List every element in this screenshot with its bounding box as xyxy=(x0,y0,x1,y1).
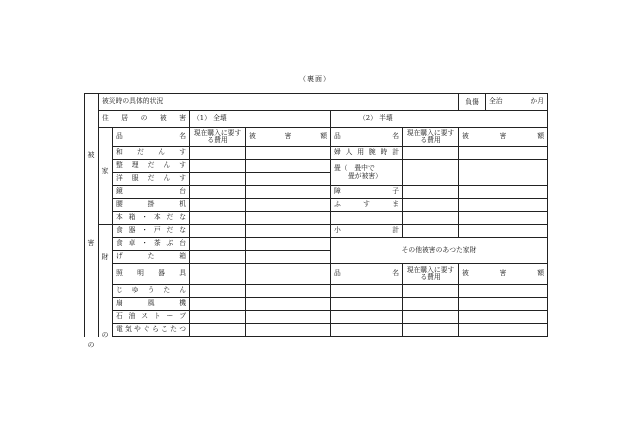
header-item-left: 品 名 xyxy=(113,128,190,147)
damage-cell[interactable] xyxy=(246,251,331,264)
left-item-name: 石 油 ス ト ー ブ xyxy=(113,311,190,324)
cost-cell[interactable] xyxy=(403,311,459,324)
damage-form-table xyxy=(84,93,548,337)
other-household-label: その他被害のあつた家財 xyxy=(331,238,548,264)
right-item-name: 婦人用腕時計 xyxy=(331,147,403,160)
blank-item-name[interactable] xyxy=(331,298,403,311)
cost-cell[interactable] xyxy=(190,285,246,298)
right-item-name: ふ す ま xyxy=(331,199,403,212)
cost-cell[interactable] xyxy=(190,311,246,324)
subtotal-damage[interactable] xyxy=(459,225,548,238)
header-damage-other: 被 害 額 xyxy=(459,264,548,285)
cost-cell[interactable] xyxy=(190,199,246,212)
left-item-name: 整 理 だ ん す xyxy=(113,160,190,173)
side-char-3: 害 xyxy=(87,239,95,247)
blank-item-name[interactable] xyxy=(331,311,403,324)
damage-cell[interactable] xyxy=(459,186,548,199)
side-column-2 xyxy=(99,128,113,225)
damage-cell[interactable] xyxy=(459,212,548,225)
side-column-1 xyxy=(85,94,99,337)
subtotal-label: 小 計 xyxy=(331,225,403,238)
damage-cell[interactable] xyxy=(246,264,331,285)
cost-cell[interactable] xyxy=(403,199,459,212)
cost-cell[interactable] xyxy=(190,225,246,238)
damage-cell[interactable] xyxy=(459,147,548,160)
cost-cell[interactable] xyxy=(190,251,246,264)
left-item-name: げ た 箱 xyxy=(113,251,190,264)
cost-cell[interactable] xyxy=(190,238,246,251)
damage-cell[interactable] xyxy=(459,311,548,324)
damage-cell[interactable] xyxy=(246,199,331,212)
cost-cell[interactable] xyxy=(190,264,246,285)
damage-cell[interactable] xyxy=(246,311,331,324)
cost-cell[interactable] xyxy=(403,324,459,337)
injury-unit: か月 xyxy=(530,97,545,106)
subtotal-cost[interactable] xyxy=(403,225,459,238)
injury-cell[interactable] xyxy=(459,94,548,111)
damage-cell[interactable] xyxy=(246,212,331,225)
housing-option-2[interactable]: （2） 半壊 xyxy=(331,111,548,128)
damage-cell[interactable] xyxy=(246,160,331,173)
item-row xyxy=(85,324,548,337)
left-item-name: 鏡 台 xyxy=(113,186,190,199)
cost-cell[interactable] xyxy=(403,186,459,199)
cost-cell[interactable] xyxy=(403,147,459,160)
situation-label[interactable]: 被災時の具体的状況 xyxy=(99,94,459,111)
header-damage-right: 被 害 額 xyxy=(459,128,548,147)
cost-cell[interactable] xyxy=(190,160,246,173)
header-item-right: 品 名 xyxy=(331,128,403,147)
header-cost-right: 現在購入に要する費用 xyxy=(403,128,459,147)
tatami-line-2: 畳が被害） xyxy=(348,171,382,180)
left-item-name: じ ゆ う た ん xyxy=(113,285,190,298)
header-cost-other: 現在購入に要する費用 xyxy=(403,264,459,285)
side-char-5: の xyxy=(101,331,109,339)
damage-cell[interactable] xyxy=(246,298,331,311)
blank-item-name[interactable] xyxy=(331,212,403,225)
left-item-name: 和 だ ん す xyxy=(113,147,190,160)
damage-cell[interactable] xyxy=(246,285,331,298)
damage-cell[interactable] xyxy=(459,285,548,298)
side-char-4: 財 xyxy=(101,253,109,261)
damage-cell[interactable] xyxy=(246,238,331,251)
left-item-name: 電気やぐらこたつ xyxy=(113,324,190,337)
damage-cell[interactable] xyxy=(459,298,548,311)
item-row xyxy=(85,212,548,225)
left-item-name: 扇 風 機 xyxy=(113,298,190,311)
cost-cell[interactable] xyxy=(190,298,246,311)
cost-cell[interactable] xyxy=(190,147,246,160)
side-char-6: の xyxy=(87,341,95,349)
cost-cell[interactable] xyxy=(403,160,459,186)
damage-cell[interactable] xyxy=(459,324,548,337)
injury-label: 負傷 xyxy=(459,94,486,110)
item-row xyxy=(85,311,548,324)
cost-cell[interactable] xyxy=(403,285,459,298)
damage-cell[interactable] xyxy=(246,225,331,238)
damage-cell[interactable] xyxy=(459,199,548,212)
header-row xyxy=(85,128,548,147)
blank-item-name[interactable] xyxy=(331,285,403,298)
left-item-name: 本箱・本だな xyxy=(113,212,190,225)
side-char-1: 被 xyxy=(87,151,95,159)
injury-value: 全治 xyxy=(489,97,503,106)
item-row xyxy=(85,238,548,251)
blank-item-name[interactable] xyxy=(331,324,403,337)
right-item-name: 障 子 xyxy=(331,186,403,199)
side-char-2: 家 xyxy=(101,167,109,175)
lighting-label: 照 明 器 具 xyxy=(113,264,190,285)
page-heading: （裏面） xyxy=(299,75,331,83)
left-item-name: 洋 服 だ ん す xyxy=(113,173,190,186)
damage-cell[interactable] xyxy=(246,324,331,337)
left-item-name: 食卓・茶ぶ台 xyxy=(113,238,190,251)
cost-cell[interactable] xyxy=(403,212,459,225)
cost-cell[interactable] xyxy=(190,186,246,199)
housing-label: 住 居 の 被 害 xyxy=(99,111,190,128)
right-item-tatami xyxy=(331,160,403,186)
cost-cell[interactable] xyxy=(190,212,246,225)
side-column-3 xyxy=(99,225,113,337)
damage-cell[interactable] xyxy=(246,173,331,186)
damage-cell[interactable] xyxy=(459,160,548,186)
item-row xyxy=(85,160,548,173)
situation-row xyxy=(85,94,548,111)
cost-cell[interactable] xyxy=(403,298,459,311)
header-item-other: 品 名 xyxy=(331,264,403,285)
item-row xyxy=(85,285,548,298)
header-row-2 xyxy=(85,264,548,285)
damage-cell[interactable] xyxy=(246,186,331,199)
item-row xyxy=(85,186,548,199)
item-row xyxy=(85,199,548,212)
left-item-name: 腰 掛 机 xyxy=(113,199,190,212)
housing-option-1[interactable]: （1） 全壊 xyxy=(190,111,331,128)
header-cost-left: 現在購入に要する費用 xyxy=(190,128,246,147)
tatami-line-1: 畳（ 畳中で xyxy=(334,164,375,173)
damage-cell[interactable] xyxy=(246,147,331,160)
item-row xyxy=(85,225,548,238)
cost-cell[interactable] xyxy=(190,173,246,186)
left-item-name: 食器・戸だな xyxy=(113,225,190,238)
cost-cell[interactable] xyxy=(190,324,246,337)
item-row xyxy=(85,298,548,311)
item-row xyxy=(85,147,548,160)
header-damage-left: 被 害 額 xyxy=(246,128,331,147)
housing-row xyxy=(85,111,548,128)
